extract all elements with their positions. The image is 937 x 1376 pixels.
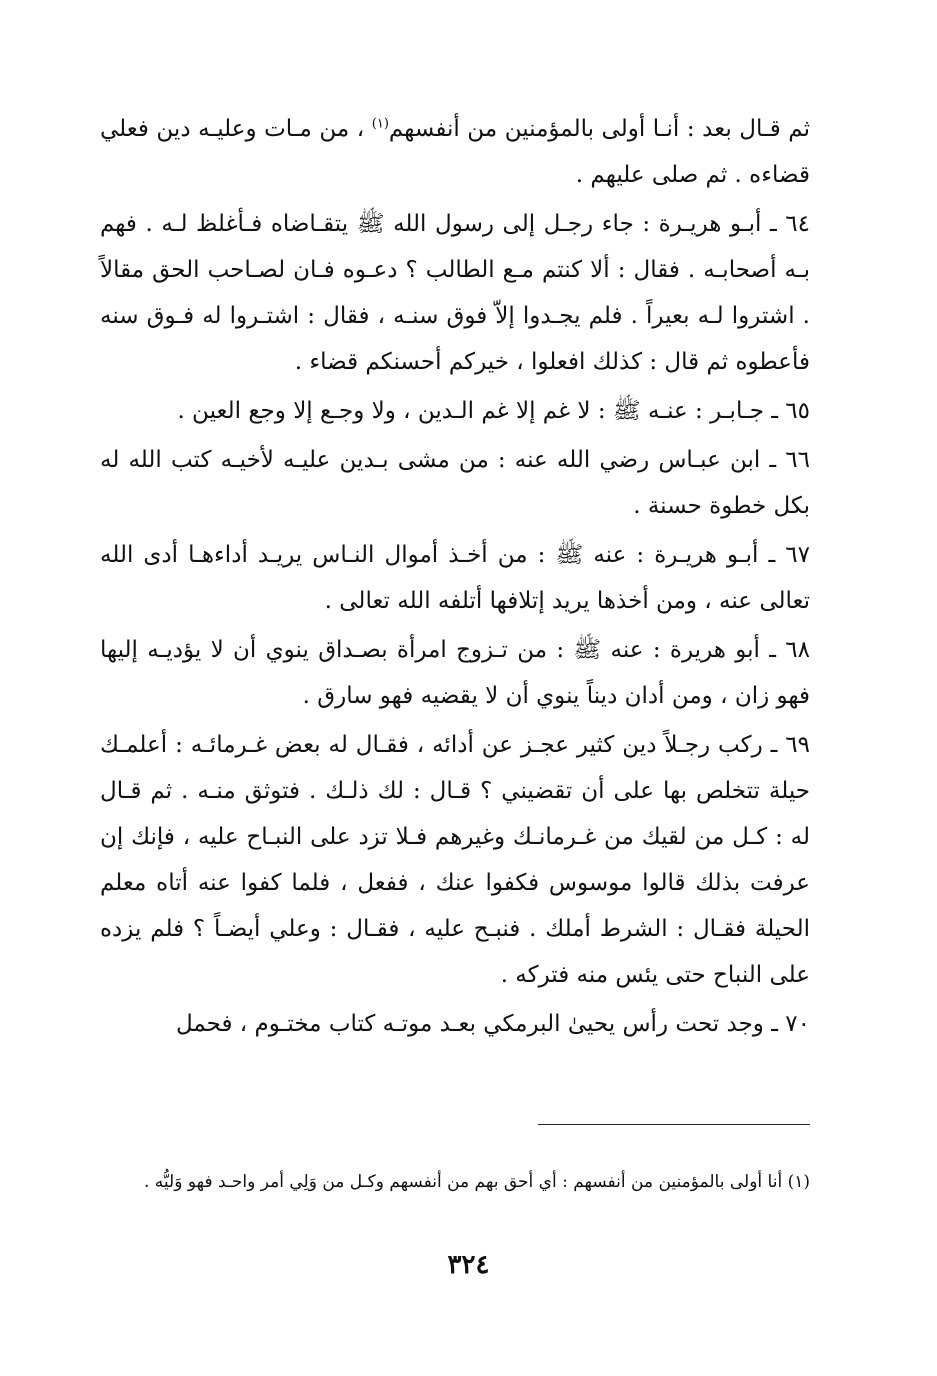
paragraph-68: ٦٨ ـ أبو هريرة : عنه ﷺ : من تـزوج امرأة بصـداق ينوي أن لا يؤديـه إليها فهو زان ، ومن أدان ديناً ينوي أن لا يقضيه فهو سارق . [100, 637, 810, 709]
paragraph-opening [100, 106, 810, 198]
paragraph-65: ٦٥ ـ جـابـر : عنـه ﷺ : لا غم إلا غم الـدين ، ولا وجـع إلا وجع العين . [177, 398, 810, 424]
paragraph-66: ٦٦ ـ ابن عبـاس رضي الله عنه : من مشى بـدين عليـه لأخيـه كتب الله له بكل خطوة حسنة . [100, 447, 810, 519]
footnote: (١) أنا أولى بالمؤمنين من أنفسهم : أي أحق بهم من أنفسهم وكـل من وَلِي أمر واحـد فهو وَليُّه . [144, 1172, 810, 1192]
footnote-divider [538, 1124, 810, 1125]
paragraph-opening-text-after: ، من مـات وعليـه دين فعلي قضاءه . ثم صلى عليهم . [100, 116, 810, 188]
page-body [100, 106, 810, 1050]
paragraph-70: ٧٠ ـ وجد تحت رأس يحيىٰ البرمكي بعـد موتـه كتاب مختـوم ، فحمل [175, 1011, 810, 1037]
footnote-reference: (١) [371, 116, 389, 132]
paragraph-opening-text-before: ثم قـال بعد : أنـا أولى بالمؤمنين من أنفسهم [388, 116, 810, 142]
paragraph-69: ٦٩ ـ ركب رجـلاً دين كثير عجـز عن أدائه ، فقـال له بعض غـرمائـه : أعلمـك حيلة تتخلص بها على أن تقضيني ؟ قـال : لك ذلـك . فتوثق منـه . ثم قـال له : كـل من لقيك من غـرمانـك وغيرهم فـلا تزد على النبـاح عليه ، فإنك إن عرفت بذلك قالوا موسوس فكفوا عنك ، ففعل ، فلما كفوا عنه أتاه معلم الحيلة فقـال : الشرط أملك . فنبـح عليه ، فقـال : وعلي أيضـاً ؟ فلم يزده على النباح حتى يئس منه فتركه . [100, 732, 810, 988]
page-number: ٣٢٤ [447, 1250, 490, 1280]
paragraph-67: ٦٧ ـ أبـو هريـرة : عنه ﷺ : من أخـذ أموال النـاس يريـد أداءهـا أدى الله تعالى عنه ، ومن أخذها يريد إتلافها أتلفه الله تعالى . [100, 542, 810, 614]
paragraph-64: ٦٤ ـ أبـو هريـرة : جاء رجـل إلى رسول الله ﷺ يتقـاضاه فـأغلظ لـه . فهم بـه أصحابـه . فقال : ألا كنتم مـع الطالب ؟ دعـوه فـان لصـاحب الحق مقالاً . اشتروا لـه بعيراً . فلم يجـدوا إلاّ فوق سنـه ، فقال : اشتـروا له فـوق سنه فأعطوه ثم قال : كذلك افعلوا ، خيركم أحسنكم قضاء . [100, 211, 810, 375]
